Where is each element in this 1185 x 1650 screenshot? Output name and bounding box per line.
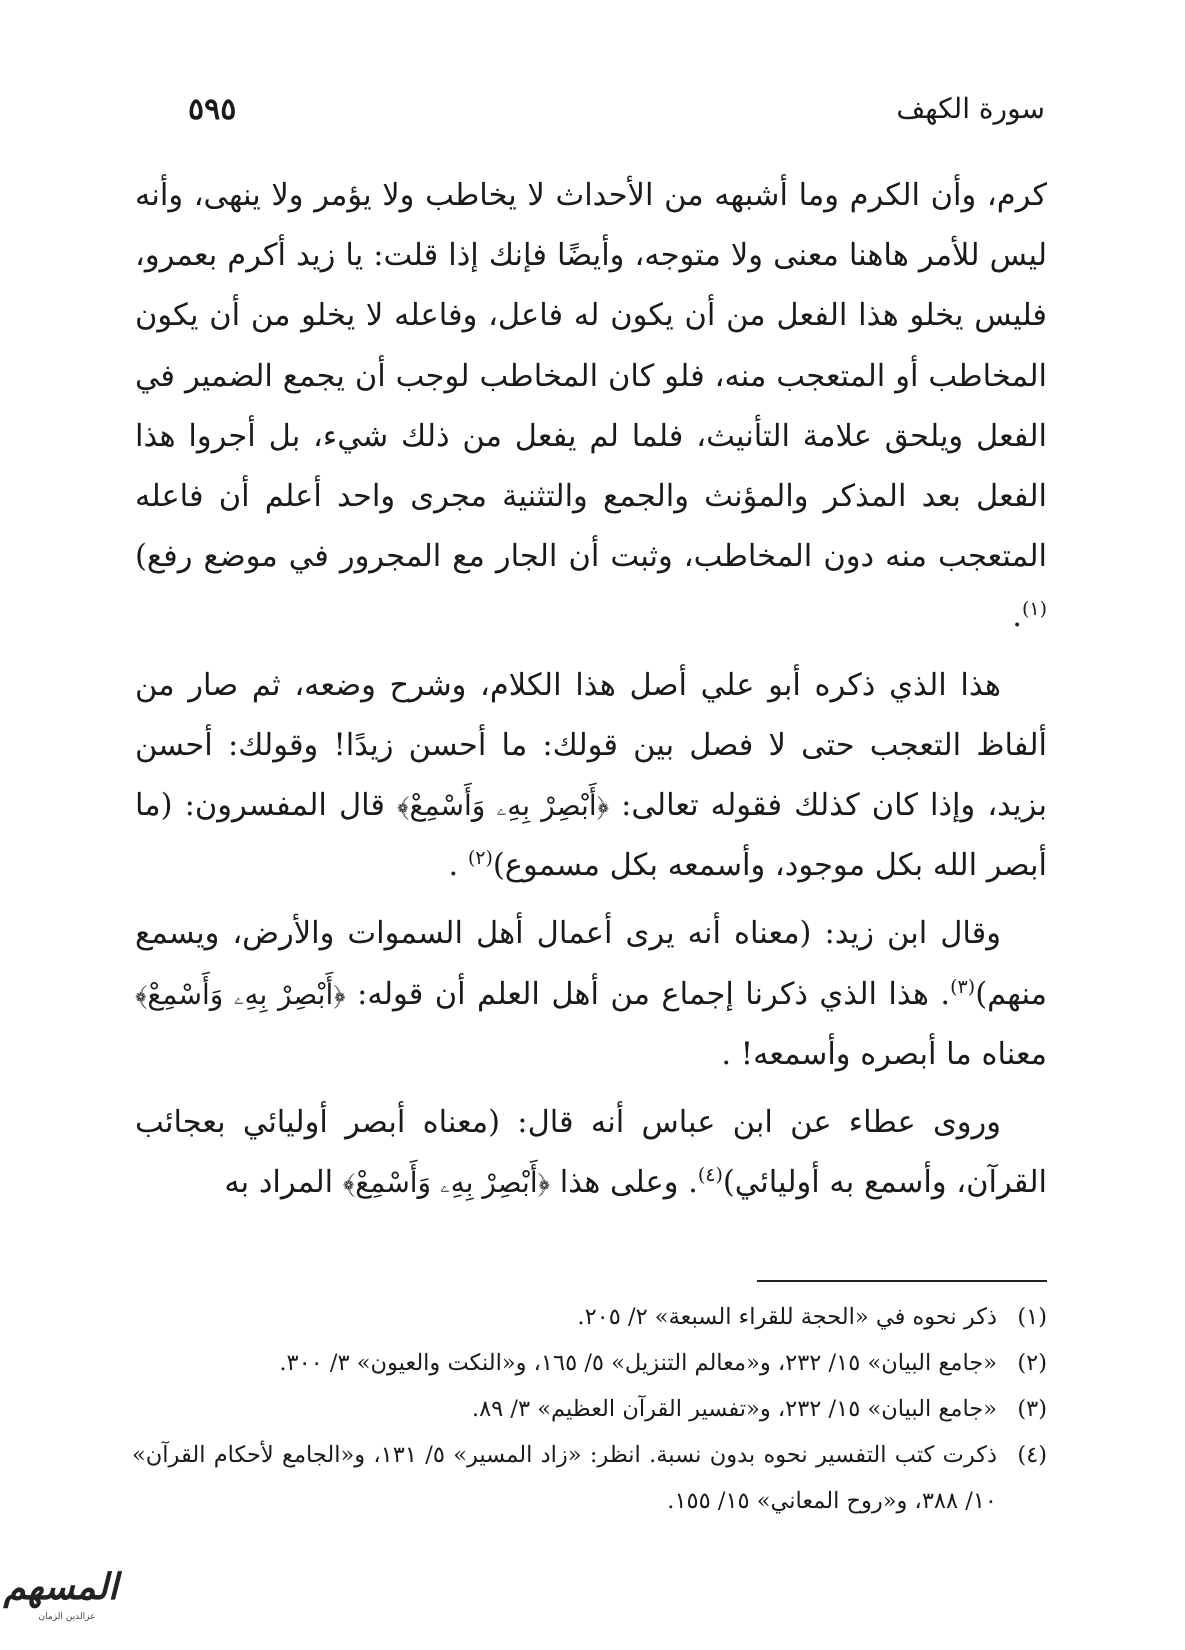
publisher-logo [3, 1560, 120, 1634]
footnote-text: «جامع البيان» ١٥/ ٢٣٢، و«معالم التنزيل» ٥/ ١٦٥، و«النكت والعيون» ٣/ ٣٠٠. [279, 1350, 997, 1376]
footnote-ref-1: (١) [1021, 598, 1047, 621]
paragraph-2-text-a: هذا الذي ذكره أبو علي أصل هذا الكلام، وشرح وضعه، ثم صار من ألفاظ التعجب حتى لا فصل بين قولك: ما أحسن زيدًا! وقولك: أحسن بزيد، وإذا كان كذلك فقوله تعالى: [135, 667, 1047, 824]
paragraph-1 [135, 166, 1047, 648]
main-text [135, 166, 1047, 1213]
footnote-text: «جامع البيان» ١٥/ ٢٣٢، و«تفسير القرآن العظيم» ٣/ ٨٩. [471, 1396, 997, 1422]
footnote-ref-3: (٣) [950, 975, 976, 998]
footnote-number: (٢) [1017, 1350, 1047, 1376]
quran-verse: ﴿أَبْصِرْ بِهِۦ وَأَسْمِعْ﴾ [342, 1166, 551, 1200]
footnote-ref-2: (٢) [467, 847, 493, 870]
footnote-ref-4: (٤) [697, 1164, 723, 1187]
paragraph-3-text-a: وقال ابن زيد: (معناه أنه يرى أعمال أهل السموات والأرض، ويسمع منهم) [135, 916, 1047, 1012]
paragraph-4-text-a: وروى عطاء عن ابن عباس أنه قال: (معناه أبصر أوليائي بعجائب القرآن، وأسمع به أوليائي) [135, 1105, 1047, 1201]
footnote-text: ذكر نحوه في «الحجة للقراء السبعة» ٢/ ٢٠٥. [577, 1304, 997, 1330]
footnote-separator [757, 1280, 1047, 1282]
paragraph-2 [135, 656, 1047, 897]
footnote [132, 1294, 1047, 1340]
paragraph-4-text-b: . وعلى هذا [550, 1165, 698, 1201]
paragraph-2-text-b: قال المفسرون: (ما أبصر الله بكل موجود، وأسمعه بكل مسموع) [135, 788, 1047, 884]
paragraph-3-text-b: . هذا الذي ذكرنا إجماع من أهل العلم أن قوله: [345, 976, 951, 1012]
running-title: سورة الكهف [896, 92, 1045, 125]
page-header [140, 92, 1045, 142]
paragraph-4 [135, 1093, 1047, 1213]
quran-verse: ﴿أَبْصِرْ بِهِۦ وَأَسْمِعْ﴾ [397, 789, 610, 823]
paragraph-1-end: . [1012, 599, 1022, 635]
footnote-number: (١) [1017, 1304, 1047, 1330]
footnote [132, 1340, 1047, 1386]
paragraph-2-end: . [448, 848, 468, 884]
quran-verse: ﴿أَبْصِرْ بِهِۦ وَأَسْمِعْ﴾ [135, 977, 346, 1011]
paragraph-3 [135, 904, 1047, 1085]
footnote-number: (٣) [1017, 1396, 1047, 1422]
footnote-number: (٤) [1017, 1442, 1047, 1468]
footnote [132, 1432, 1047, 1524]
footnotes [132, 1294, 1047, 1524]
paragraph-3-text-c: معناه ما أبصره وأسمعه! . [721, 1036, 1047, 1072]
footnote [132, 1386, 1047, 1432]
page-number: ٥٩٥ [188, 92, 237, 127]
paragraph-1-text: كرم، وأن الكرم وما أشبهه من الأحداث لا يخاطب ولا يؤمر ولا ينهى، وأنه ليس للأمر هاهنا معنى ولا متوجه، وأيضًا فإنك إذا قلت: يا زيد أكرم بعمرو، فليس يخلو هذا الفعل من أن يكون له فاعل، وفاعله لا يخلو من أن يكون المخاطب أو المتعجب منه، فلو كان المخاطب لوجب أن يجمع الضمير في الفعل ويلحق علامة التأنيث، فلما لم يفعل من ذلك شيء، بل أجروا هذا الفعل بعد المذكر والمؤنث والجمع والتثنية مجرى واحد أعلم أن فاعله المتعجب منه دون المخاطب، وثبت أن الجار مع المجرور في موضع رفع) [135, 178, 1047, 575]
paragraph-4-text-c: المراد به [224, 1165, 343, 1201]
footnote-text: ذكرت كتب التفسير نحوه بدون نسبة. انظر: «زاد المسير» ٥/ ١٣١، و«الجامع لأحكام القرآن» ١٠/ ٣٨٨، و«روح المعاني» ١٥/ ١٥٥. [132, 1442, 997, 1514]
logo-caption: عزالدين الزمان [38, 1612, 96, 1622]
logo-calligraphy: المسهم [3, 1566, 118, 1608]
